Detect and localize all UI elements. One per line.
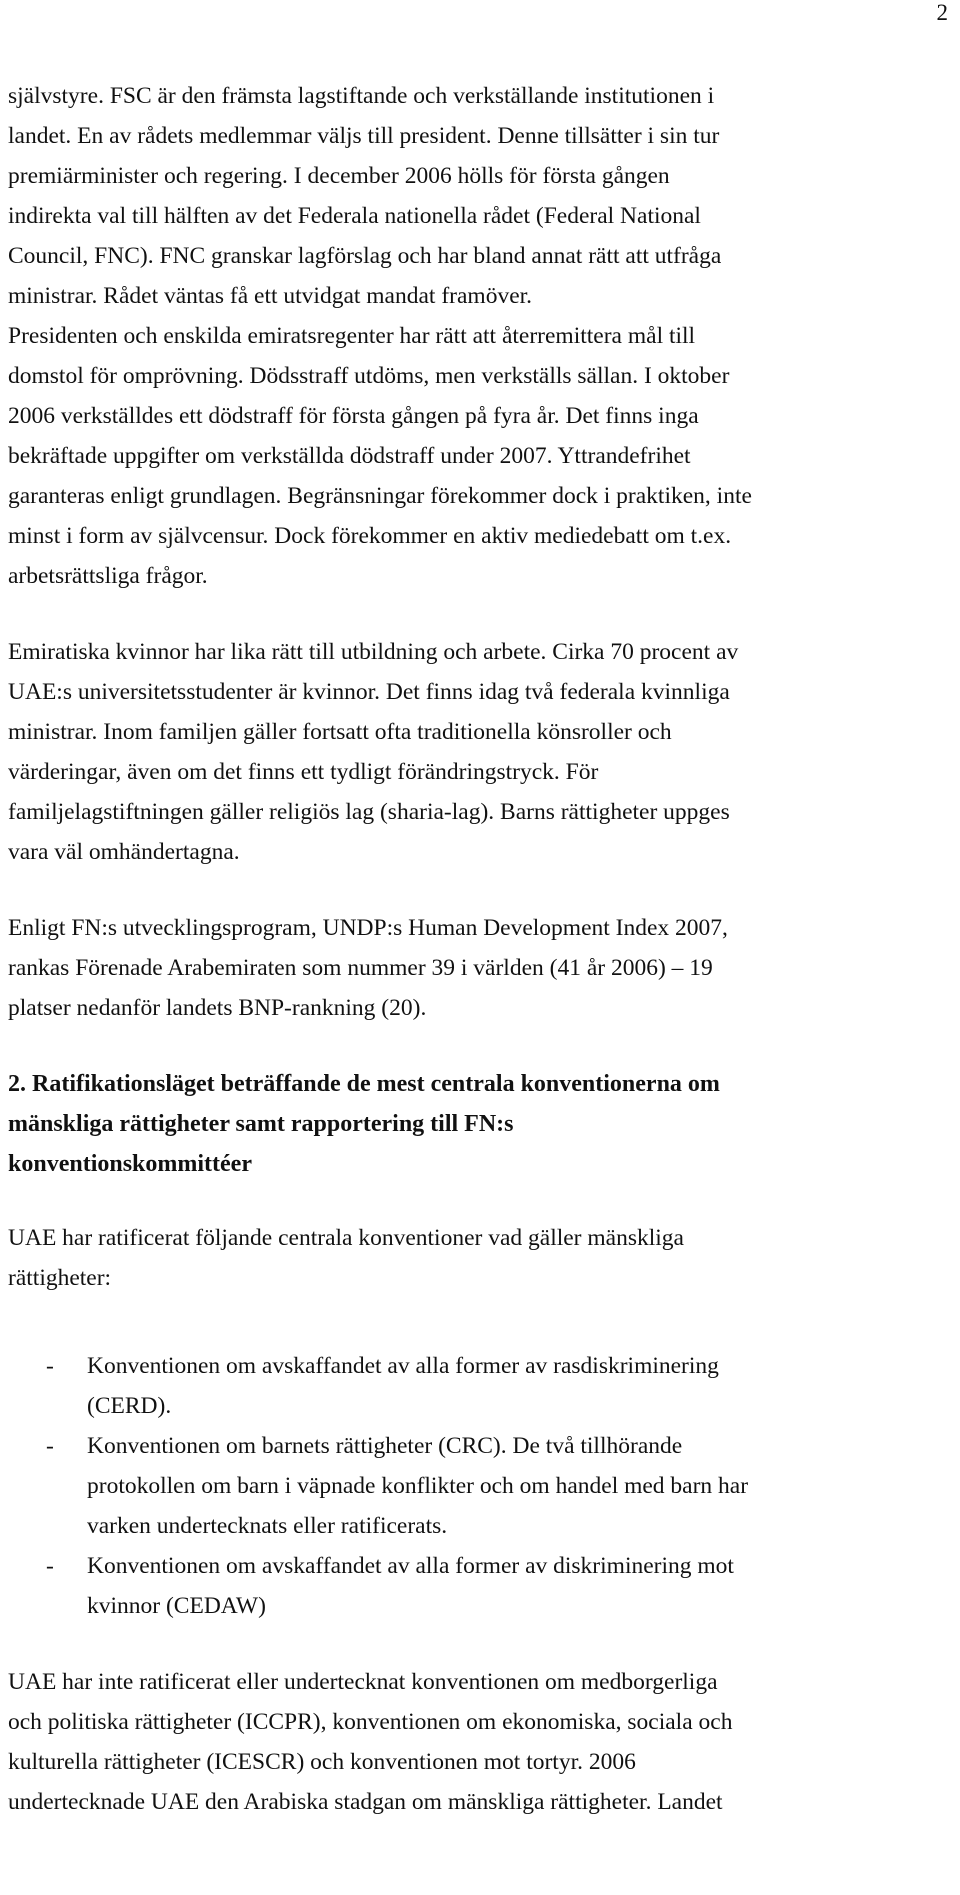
text-line: kvinnor (CEDAW) — [87, 1593, 266, 1619]
text-line: (CERD). — [87, 1393, 172, 1419]
text-line: familjelagstiftningen gäller religiös lag (sharia-lag). Barns rättigheter uppges — [8, 799, 730, 825]
text-line: landet. En av rådets medlemmar väljs till president. Denne tillsätter i sin tur — [8, 123, 720, 149]
text-line: Konventionen om barnets rättigheter (CRC). De två tillhörande — [87, 1433, 683, 1459]
text-line: domstol för omprövning. Dödsstraff utdöms, men verkställs sällan. I oktober — [8, 363, 730, 389]
text-line: värderingar, även om det finns ett tydligt förändringstryck. För — [8, 759, 599, 785]
text-line: minst i form av självcensur. Dock förekommer en aktiv mediedebatt om t.ex. — [8, 523, 732, 549]
paragraph-women-rights — [8, 632, 948, 872]
text-line: rankas Förenade Arabemiraten som nummer 39 i världen (41 år 2006) – 19 — [8, 955, 713, 981]
text-line: Emiratiska kvinnor har lika rätt till utbildning och arbete. Cirka 70 procent av — [8, 639, 739, 665]
page-number: 2 — [936, 0, 948, 25]
text-line: platser nedanför landets BNP-rankning (20). — [8, 995, 427, 1021]
text-line: arbetsrättsliga frågor. — [8, 563, 208, 589]
list-item — [8, 1346, 948, 1426]
text-line: Presidenten och enskilda emiratsregenter har rätt att återremittera mål till — [8, 323, 696, 349]
dash-bullet: - — [46, 1353, 54, 1379]
text-line: UAE:s universitetsstudenter är kvinnor. Det finns idag två federala kvinnliga — [8, 679, 730, 705]
text-line: 2006 verkställdes ett dödstraff för första gången på fyra år. Det finns inga — [8, 403, 699, 429]
paragraph-hdi-ranking — [8, 908, 948, 1028]
text-line: ministrar. Inom familjen gäller fortsatt ofta traditionella könsroller och — [8, 719, 672, 745]
text-line: självstyre. FSC är den främsta lagstiftande och verkställande institutionen i — [8, 83, 715, 109]
text-line: UAE har inte ratificerat eller undertecknat konventionen om medborgerliga — [8, 1669, 718, 1695]
paragraph-not-ratified — [8, 1662, 948, 1822]
dash-bullet: - — [46, 1433, 54, 1459]
text-line: UAE har ratificerat följande centrala konventioner vad gäller mänskliga — [8, 1225, 684, 1251]
list-item — [8, 1546, 948, 1626]
text-line: bekräftade uppgifter om verkställda dödstraff under 2007. Yttrandefrihet — [8, 443, 691, 469]
text-line: undertecknade UAE den Arabiska stadgan om mänskliga rättigheter. Landet — [8, 1789, 723, 1815]
text-line: garanteras enligt grundlagen. Begränsningar förekommer dock i praktiken, inte — [8, 483, 752, 509]
text-line: kulturella rättigheter (ICESCR) och konventionen mot tortyr. 2006 — [8, 1749, 636, 1775]
text-line: och politiska rättigheter (ICCPR), konventionen om ekonomiska, sociala och — [8, 1709, 733, 1735]
text-line: varken undertecknats eller ratificerats. — [87, 1513, 448, 1539]
text-line: ministrar. Rådet väntas få ett utvidgat mandat framöver. — [8, 283, 533, 309]
text-line: rättigheter: — [8, 1265, 112, 1291]
text-line: Council, FNC). FNC granskar lagförslag och har bland annat rätt att utfråga — [8, 243, 722, 269]
heading-line: mänskliga rättigheter samt rapportering till FN:s — [8, 1111, 514, 1137]
text-line: vara väl omhändertagna. — [8, 839, 240, 865]
text-line: Konventionen om avskaffandet av alla former av rasdiskriminering — [87, 1353, 719, 1379]
list-item — [8, 1426, 948, 1546]
heading-line: konventionskommittéer — [8, 1151, 252, 1177]
document-body — [8, 76, 948, 1858]
ratified-conventions-list — [8, 1346, 948, 1626]
dash-bullet: - — [46, 1553, 54, 1579]
text-line: premiärminister och regering. I december 2006 hölls för första gången — [8, 163, 670, 189]
section-heading — [8, 1064, 948, 1184]
heading-line: 2. Ratifikationsläget beträffande de mest centrala konventionerna om — [8, 1071, 720, 1097]
text-line: Konventionen om avskaffandet av alla former av diskriminering mot — [87, 1553, 734, 1579]
text-line: Enligt FN:s utvecklingsprogram, UNDP:s Human Development Index 2007, — [8, 915, 728, 941]
text-line: indirekta val till hälften av det Federala nationella rådet (Federal National — [8, 203, 701, 229]
text-line: protokollen om barn i väpnade konflikter och om handel med barn har — [87, 1473, 749, 1499]
paragraph-ratified-intro — [8, 1218, 948, 1298]
paragraph-governance-and-rights — [8, 76, 948, 596]
